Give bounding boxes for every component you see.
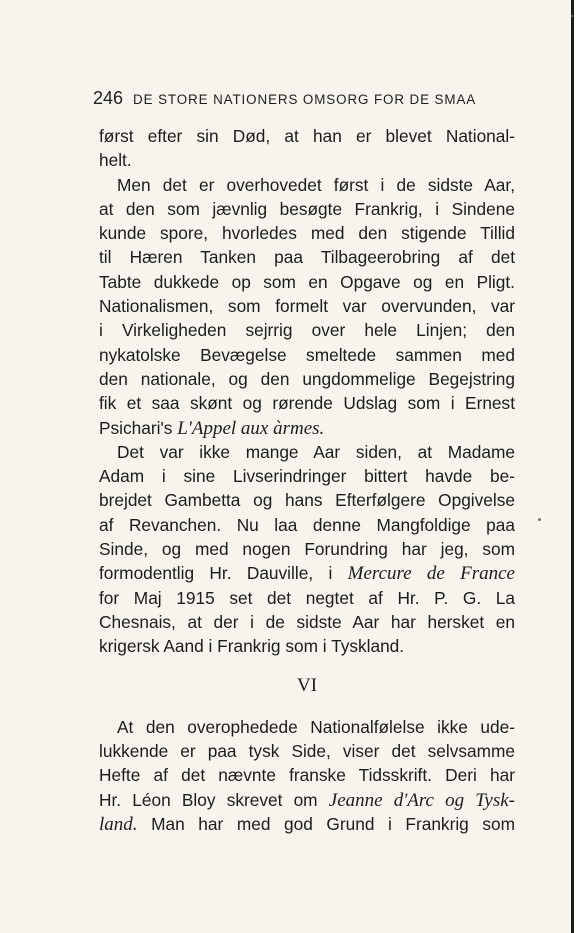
running-title: DE STORE NATIONERS OMSORG FOR DE SMAA [133, 92, 477, 107]
text-line [99, 788, 515, 812]
text-line: kunde spore, hvorledes med den stigende Tillid [99, 223, 515, 244]
text-line: Nationalismen, som formelt var overvunden, var [99, 296, 515, 317]
paper-speck [538, 518, 541, 521]
text-line: Hefte af det nævnte franske Tidsskrift. Deri har [99, 765, 515, 786]
text-line: Adam i sine Livserindringer bittert havde be- [99, 466, 515, 487]
text-line [99, 416, 515, 440]
text-segment: Man har med god Grund i Frankrig som [137, 814, 515, 835]
text-line: af Revanchen. Nu laa denne Mangfoldige paa [99, 514, 515, 535]
text-line: at den som jævnlig besøgte Frankrig, i Sindene [99, 198, 515, 219]
text-segment: formodentlig Hr. Dauville, i [99, 563, 348, 584]
text-line: for Maj 1915 set det negtet af Hr. P. G. La [99, 587, 515, 608]
text-line: først efter sin Død, at han er blevet National- [99, 126, 515, 146]
text-line: fik et saa skønt og rørende Udslag som i Ernest [99, 393, 515, 414]
text-line: Men det er overhovedet først i de sidste Aar, [117, 174, 515, 195]
text-line [99, 812, 515, 836]
text-line: nykatolske Bevægelse smeltede sammen med [99, 344, 515, 365]
text-line: krigersk Aand i Frankrig som i Tyskland. [99, 636, 405, 657]
text-line: Chesnais, at der i de sidste Aar har hersket en [99, 611, 515, 632]
text-line: i Virkeligheden sejrrig over hele Linjen; den [99, 320, 515, 341]
page-number: 246 [93, 88, 124, 108]
text-line: lukkende er paa tysk Side, viser det selvsamme [99, 741, 515, 762]
italic-title: L'Appel aux àrmes. [177, 417, 325, 439]
body-text [99, 124, 515, 836]
text-segment: Hr. Léon Bloy skrevet om [99, 789, 329, 810]
section-number: VI [296, 674, 318, 696]
text-line: helt. [99, 150, 132, 171]
text-segment: Psichari's [99, 417, 178, 438]
text-line: Tabte dukkede op som en Opgave og en Pligt. [99, 271, 515, 292]
italic-title: land. [99, 814, 138, 836]
italic-title: Jeanne d'Arc og Tysk- [328, 789, 515, 811]
text-line [99, 561, 515, 585]
text-line: den nationale, og den ungdommelige Begejstring [99, 368, 515, 389]
text-line: At den overophedede Nationalfølelse ikke ude- [117, 716, 515, 737]
page-header [93, 88, 511, 112]
italic-title: Mercure de France [347, 563, 515, 585]
text-line: brejdet Gambetta og hans Efterfølgere Opgivelse [99, 490, 515, 511]
text-line: Sinde, og med nogen Forundring har jeg, som [99, 539, 515, 560]
text-line: Det var ikke mange Aar siden, at Madame [117, 441, 515, 462]
paper-speck [571, 15, 573, 17]
text-line: til Hæren Tanken paa Tilbageerobring af det [99, 247, 515, 268]
